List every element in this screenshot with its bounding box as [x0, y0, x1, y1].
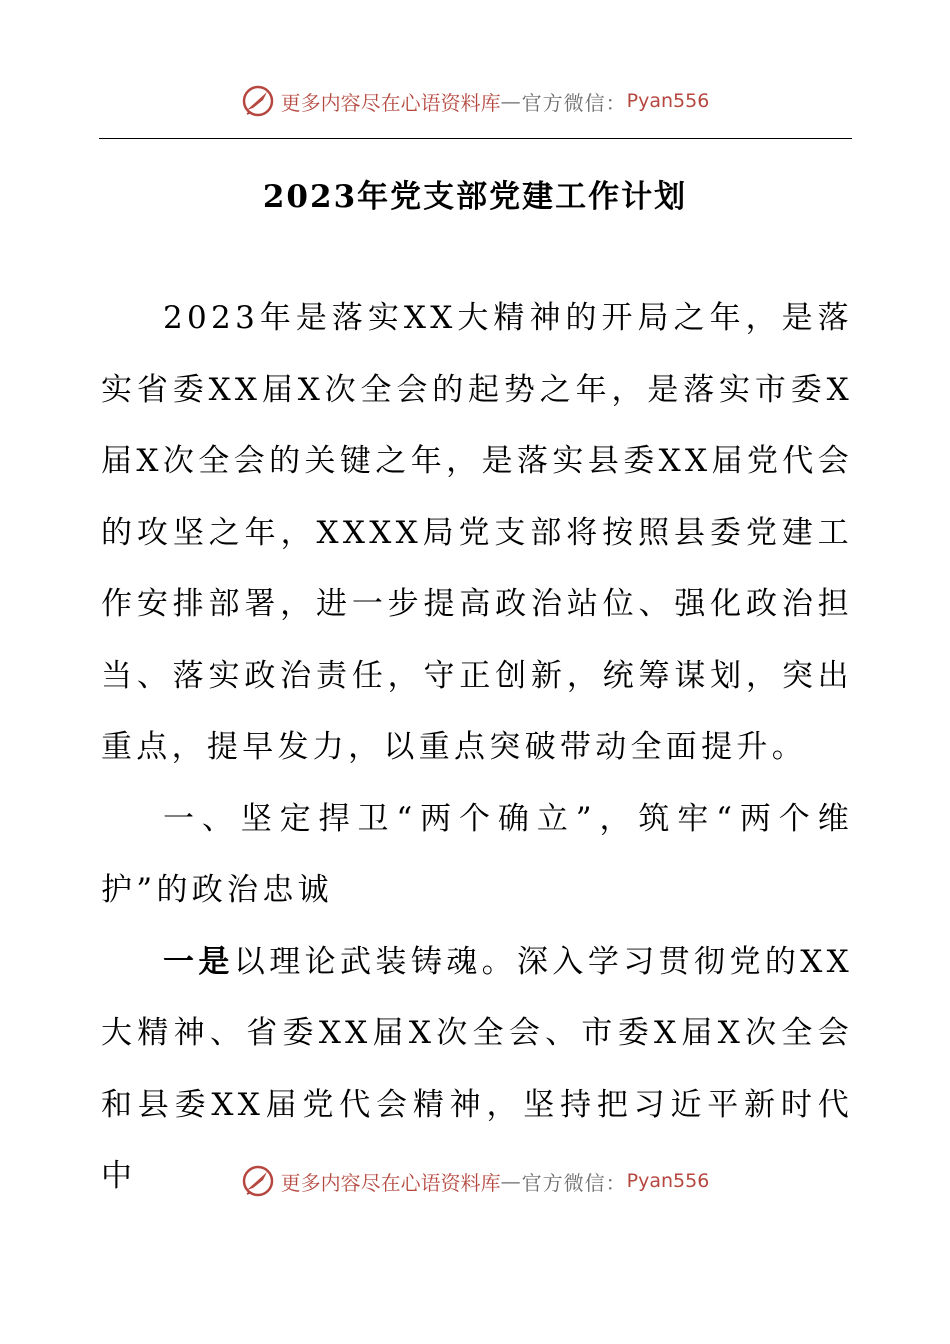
watermark-id: Pyan556: [626, 1170, 710, 1192]
item-lead: 一是: [163, 943, 234, 980]
quill-logo-icon: [241, 84, 275, 118]
watermark-id: Pyan556: [626, 90, 710, 112]
watermark-text: 更多内容尽在心语资料库: [280, 90, 501, 115]
header-rule: [99, 138, 852, 139]
document-body: [101, 283, 853, 1213]
footer-watermark: [0, 1164, 950, 1198]
paragraph-intro: 2023年是落实XX大精神的开局之年，是落实省委XX届X次全会的起势之年，是落实市委X届X次全会的关键之年，是落实县委XX届党代会的攻坚之年，XXXX局党支部将按照县委党建工作安排部署，进一步提高政治站位、强化政治担当、落实政治责任，守正创新，统筹谋划，突出重点，提早发力，以重点突破带动全面提升。: [101, 300, 853, 765]
watermark-official: 官方微信：: [521, 90, 627, 115]
watermark-dash: —: [500, 1169, 522, 1193]
document-title: 2023年党支部党建工作计划: [262, 179, 688, 215]
watermark-official: 官方微信：: [521, 1170, 627, 1195]
watermark-dash: —: [500, 89, 522, 113]
section-heading: 一、坚定捍卫“两个确立”，筑牢“两个维护”的政治忠诚: [101, 800, 853, 908]
watermark-text: 更多内容尽在心语资料库: [280, 1170, 501, 1195]
quill-logo-icon: [241, 1164, 275, 1198]
header-watermark: [0, 84, 950, 118]
item-text: 以理论武装铸魂。深入学习贯彻党的XX大精神、省委XX届X次全会、市委X届X次全会和县委XX届党代会精神，坚持把习近平新时代中: [101, 943, 853, 1194]
